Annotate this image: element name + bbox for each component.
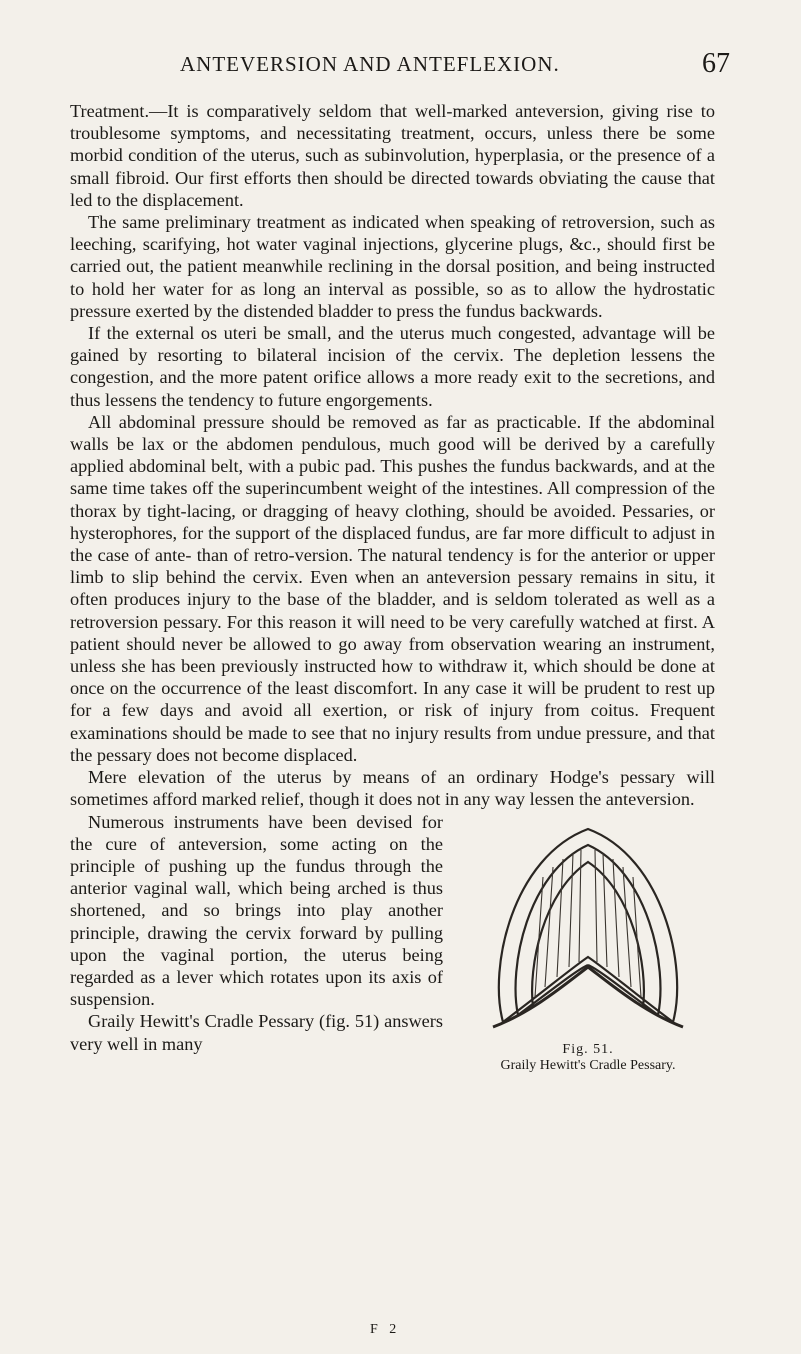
paragraph-incision: If the external os uteri be small, and the uterus much congested, advantage will be gained by resorting to bilateral incision of the cervix. The depletion lessens the congestion, and the more patent orifice allows a more ready exit to the secretions, and thus lessens the tendency to future engorgements. [70, 323, 715, 410]
body-text [70, 100, 715, 1101]
figure-caption: Graily Hewitt's Cradle Pessary. [500, 1057, 676, 1073]
paragraph-treatment: Treatment.—It is comparatively seldom that well-marked anteversion, giving rise to troublesome symptoms, and necessitating treatment, occurs, unless there be some morbid condition of the uterus, such as subinvolution, hyperplasia, or the presence of a small fibroid. Our first efforts then should be directed towards obviating the cause that led to the displacement. [70, 101, 715, 210]
figure-label: Fig. 51. [562, 1041, 614, 1057]
paragraph-hodge: Mere elevation of the uterus by means of an ordinary Hodge's pessary will sometimes afford marked relief, though it does not in any way lessen the anteversion. [70, 767, 715, 810]
paragraph-graily: Graily Hewitt's Cradle Pessary (fig. 51) answers very well in many [70, 1011, 443, 1054]
cradle-pessary-icon [473, 817, 703, 1032]
page-number: 67 [702, 48, 730, 79]
figure-51 [453, 817, 723, 1097]
paragraph-preliminary: The same preliminary treatment as indicated when speaking of retroversion, such as leeching, scarifying, hot water vaginal injections, glycerine plugs, &c., should first be carried out, the patient meanwhile reclining in the dorsal position, and being instructed to hold her water for as long an interval as possible, so as to allow the hydrostatic pressure exerted by the distended bladder to press the fundus backwards. [70, 212, 715, 321]
paragraph-instruments: Numerous instruments have been devised for the cure of anteversion, some acting on the principle of pushing up the fundus through the anterior vaginal wall, which being arched is thus shortened, and so brings into play another principle, drawing the cervix forward by pulling upon the vaginal portion, the uterus being regarded as a lever which rotates upon its axis of suspension. [70, 811, 443, 1010]
running-header [70, 48, 730, 82]
signature-mark: F 2 [370, 1322, 401, 1337]
running-title: ANTEVERSION AND ANTEFLEXION. [180, 52, 560, 76]
paragraph-pressure: All abdominal pressure should be removed as far as practicable. If the abdominal walls be lax or the abdomen pendulous, much good will be derived by a carefully applied abdominal belt, with a pubic pad. This pushes the fundus backwards, and at the same time takes off the superincumbent weight of the intestines. All compression of the thorax by tight-lacing, or dragging of heavy clothing, should be avoided. Pessaries, or hysterophores, for the support of the displaced fundus, are far more difficult to adjust in the case of ante- than of retro-version. The natural tendency is for the anterior or upper limb to slip behind the cervix. Even when an anteversion pessary remains in situ, it often produces injury to the base of the bladder, and is seldom tolerated as well as a retroversion pessary. For this reason it will need to be very carefully watched at first. A patient should never be allowed to go away from observation wearing an instrument, unless she has been previously instructed how to withdraw it, which should be done at once on the occurrence of the least discomfort. In any case it will be prudent to rest up for a few days and avoid all exertion, or risk of injury from coitus. Frequent examinations should be made to see that no injury results from undue pressure, and that the pessary does not become displaced. [70, 411, 715, 765]
